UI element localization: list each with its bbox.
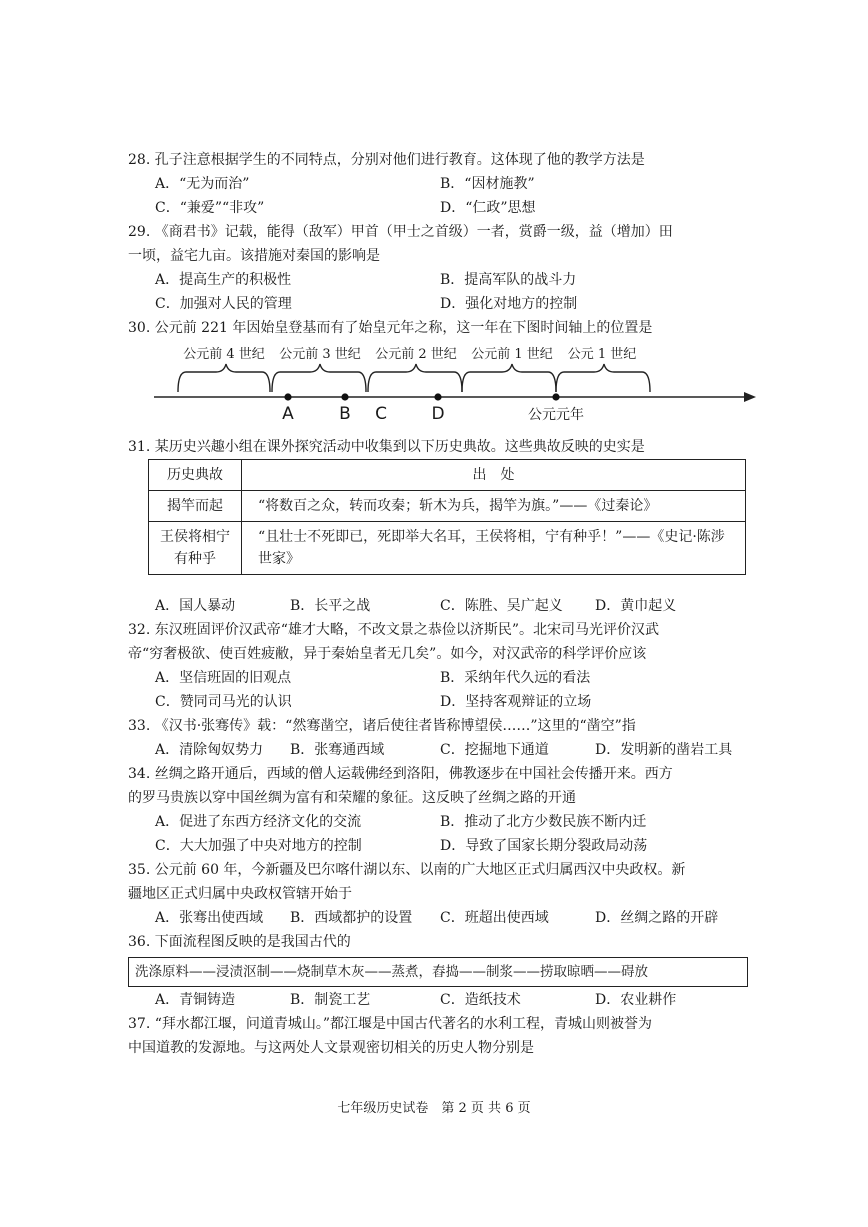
timeline-letter-c: C bbox=[375, 404, 387, 424]
table-header-cell: 出 处 bbox=[242, 460, 746, 491]
page-footer: 七年级历史试卷 第 2 页 共 6 页 bbox=[337, 1101, 531, 1116]
q36-option-c: C．造纸技术 bbox=[440, 992, 521, 1008]
brace-century-2 bbox=[272, 364, 366, 392]
q29-stem-line1: 29. 《商君书》记载，能得（敌军）甲首（甲士之首级）一者，赏爵一级，益（增加）田 bbox=[128, 224, 673, 240]
q28-stem: 28. 孔子注意根据学生的不同特点，分别对他们进行教育。这体现了他的教学方法是 bbox=[128, 152, 645, 168]
q32-stem-line2: 帝“穷奢极欲、使百姓疲敝，异于秦始皇者无几矣”。如今，对汉武帝的科学评价应该 bbox=[128, 646, 647, 662]
q31-option-b: B．长平之战 bbox=[290, 598, 371, 614]
q32-option-d: D．坚持客观辩证的立场 bbox=[440, 694, 592, 710]
q36-option-d: D．农业耕作 bbox=[595, 992, 677, 1008]
q28-option-b: B．“因材施教” bbox=[440, 176, 535, 192]
q36-stem: 36. 下面流程图反映的是我国古代的 bbox=[128, 934, 351, 950]
q35-stem-line2: 疆地区正式归属中央政权管辖开始于 bbox=[128, 886, 352, 902]
table-header-cell: 历史典故 bbox=[149, 460, 242, 491]
q29-option-d: D．强化对地方的控制 bbox=[440, 296, 578, 312]
timeline-century-label: 公元前 1 世纪 bbox=[471, 347, 553, 362]
q33-option-d: D．发明新的凿岩工具 bbox=[595, 742, 733, 758]
timeline-point-origin bbox=[552, 393, 559, 400]
timeline-arrow-icon bbox=[744, 392, 756, 402]
q29-option-b: B．提高军队的战斗力 bbox=[440, 272, 577, 288]
q31-option-d: D．黄巾起义 bbox=[595, 598, 677, 614]
table-cell-source: “将数百之众，转而攻秦；斩木为兵，揭竿为旗。”——《过秦论》 bbox=[242, 491, 746, 522]
q31-option-a: A．国人暴动 bbox=[155, 598, 236, 614]
q33-option-c: C．挖掘地下通道 bbox=[440, 742, 549, 758]
q36-option-b: B．制瓷工艺 bbox=[290, 992, 371, 1008]
q32-option-c: C．赞同司马光的认识 bbox=[155, 694, 292, 710]
table-row bbox=[149, 522, 746, 575]
q35-option-b: B．西域都护的设置 bbox=[290, 910, 413, 926]
q36-option-a: A．青铜铸造 bbox=[155, 992, 236, 1008]
timeline-letter-a: A bbox=[282, 404, 294, 424]
q31-option-c: C．陈胜、吴广起义 bbox=[440, 598, 563, 614]
q28-option-c: C．“兼爱”“非攻” bbox=[155, 200, 265, 216]
timeline-point-b bbox=[341, 393, 348, 400]
table-row bbox=[149, 491, 746, 522]
q28-option-d: D．“仁政”思想 bbox=[440, 200, 536, 216]
q34-stem-line2: 的罗马贵族以穿中国丝绸为富有和荣耀的象征。这反映了丝绸之路的开通 bbox=[128, 790, 576, 806]
timeline-letter-b: B bbox=[339, 404, 351, 424]
q35-option-c: C．班超出使西域 bbox=[440, 910, 549, 926]
q34-option-c: C．大大加强了中央对地方的控制 bbox=[155, 838, 362, 854]
q35-stem-line1: 35. 公元前 60 年，今新疆及巴尔喀什湖以东、以南的广大地区正式归属西汉中央政权。新 bbox=[128, 862, 686, 878]
q28-option-a: A．“无为而治” bbox=[155, 176, 250, 192]
table-cell-allusion: 王侯将相宁有种乎 bbox=[149, 522, 242, 575]
q37-stem-line1: 37. “拜水都江堰，问道青城山。”都江堰是中国古代著名的水利工程，青城山则被誉为 bbox=[128, 1016, 653, 1032]
q32-option-b: B．采纳年代久远的看法 bbox=[440, 670, 591, 686]
timeline-century-label: 公元 1 世纪 bbox=[567, 347, 637, 362]
q32-option-a: A．坚信班固的旧观点 bbox=[155, 670, 292, 686]
q35-option-d: D．丝绸之路的开辟 bbox=[595, 910, 719, 926]
brace-century-3 bbox=[368, 364, 462, 392]
q33-option-b: B．张骞通西域 bbox=[290, 742, 385, 758]
timeline-axis-label: 公元元年 bbox=[528, 407, 584, 423]
brace-century-4 bbox=[462, 364, 556, 392]
q37-stem-line2: 中国道教的发源地。与这两处人文景观密切相关的历史人物分别是 bbox=[128, 1040, 534, 1056]
table-cell-allusion: 揭竿而起 bbox=[149, 491, 242, 522]
brace-century-5 bbox=[556, 364, 650, 392]
q29-stem-line2: 一顷，益宅九亩。该措施对秦国的影响是 bbox=[128, 248, 380, 264]
timeline-century-label: 公元前 4 世纪 bbox=[183, 347, 265, 362]
timeline-letter-d: D bbox=[431, 404, 445, 424]
timeline-diagram bbox=[150, 344, 760, 424]
brace-century-1 bbox=[178, 364, 270, 392]
timeline-century-label: 公元前 3 世纪 bbox=[279, 347, 361, 362]
q34-stem-line1: 34. 丝绸之路开通后，西域的僧人运载佛经到洛阳，佛教逐步在中国社会传播开来。西方 bbox=[128, 766, 673, 782]
timeline-point-a bbox=[284, 393, 291, 400]
q32-stem-line1: 32. 东汉班固评价汉武帝“雄才大略，不改文景之恭俭以济斯民”。北宋司马光评价汉武 bbox=[128, 622, 660, 638]
table-header-row bbox=[149, 460, 746, 491]
flowchart-box: 洗涤原料——浸渍沤制——烧制草木灰——蒸煮，舂捣——制浆——捞取晾晒——碍放 bbox=[128, 957, 748, 987]
timeline-point-d bbox=[434, 393, 441, 400]
q33-stem: 33. 《汉书·张骞传》载：“然骞凿空，诸后使往者皆称博望侯……”这里的“凿空”指 bbox=[128, 718, 636, 734]
q34-option-d: D．导致了国家长期分裂政局动荡 bbox=[440, 838, 648, 854]
table-cell-source: “且壮士不死即已，死即举大名耳，王侯将相，宁有种乎！”——《史记·陈涉世家》 bbox=[242, 522, 746, 575]
q31-stem: 31. 某历史兴趣小组在课外探究活动中收集到以下历史典故。这些典故反映的史实是 bbox=[128, 439, 645, 455]
q29-option-c: C．加强对人民的管理 bbox=[155, 296, 292, 312]
q34-option-a: A．促进了东西方经济文化的交流 bbox=[155, 814, 362, 830]
q35-option-a: A．张骞出使西域 bbox=[155, 910, 264, 926]
allusion-table bbox=[148, 459, 746, 575]
timeline-braces bbox=[178, 364, 650, 392]
q29-option-a: A．提高生产的积极性 bbox=[155, 272, 292, 288]
q30-stem: 30. 公元前 221 年因始皇登基而有了始皇元年之称，这一年在下图时间轴上的位置是 bbox=[128, 320, 653, 336]
q33-option-a: A．清除匈奴势力 bbox=[155, 742, 264, 758]
q34-option-b: B．推动了北方少数民族不断内迁 bbox=[440, 814, 647, 830]
timeline-century-label: 公元前 2 世纪 bbox=[375, 347, 457, 362]
